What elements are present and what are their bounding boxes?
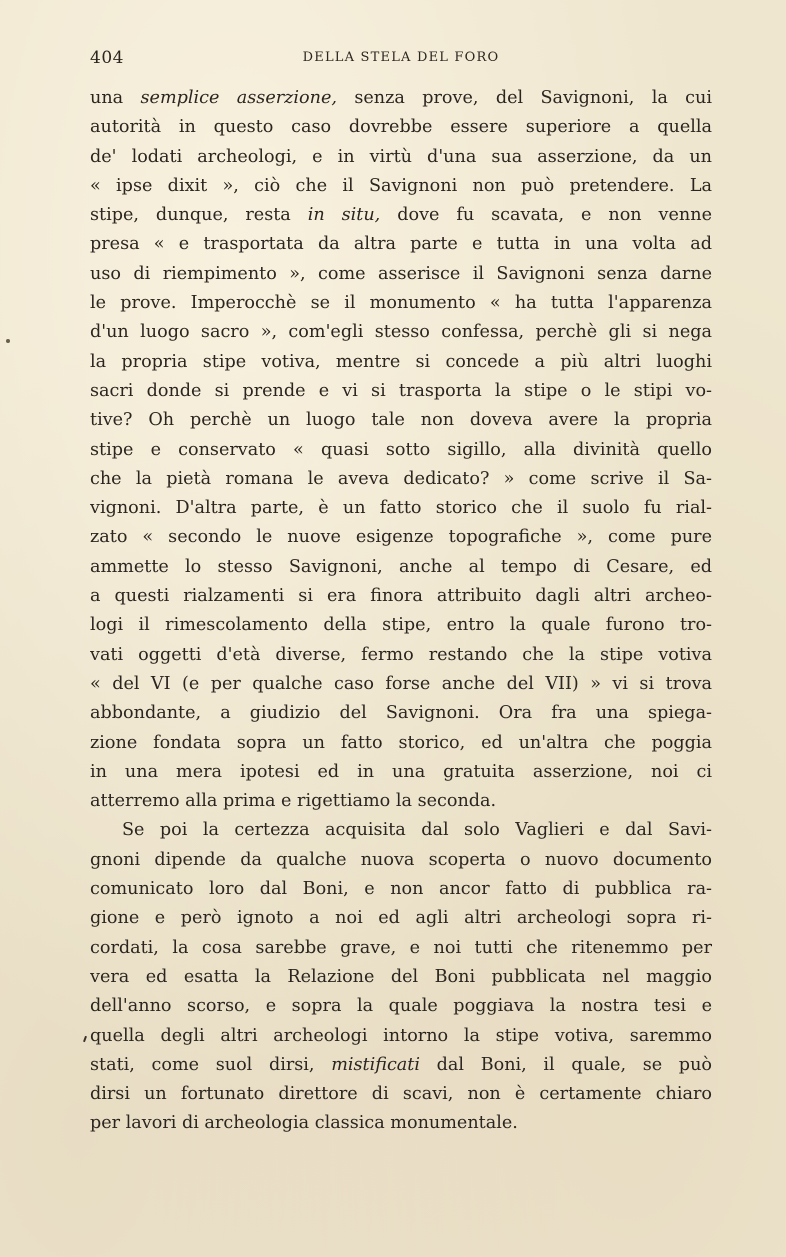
text-line: una semplice asserzione, senza prove, del Savignoni, la cui [90, 88, 712, 108]
text-line: la propria stipe votiva, mentre si concede a più altri luoghi [90, 351, 712, 372]
paragraph-1 [90, 84, 712, 816]
text-line: in una mera ipotesi ed in una gratuita asserzione, noi ci [90, 761, 712, 782]
paragraph-2 [90, 816, 712, 1138]
text-line: vignoni. D'altra parte, è un fatto storico che il suolo fu rial- [90, 498, 712, 519]
text-line: a questi rialzamenti si era finora attribuito dagli altri archeo- [90, 586, 712, 607]
body-text [90, 84, 712, 1139]
text-line: cordati, la cosa sarebbe grave, e noi tutti che ritenemmo per [90, 937, 712, 958]
text-line: logi il rimescolamento della stipe, entro la quale furono tro- [90, 615, 712, 636]
text-line: Se poi la certezza acquisita dal solo Vaglieri e dal Savi- [122, 820, 712, 841]
text-line: zato « secondo le nuove esigenze topografiche », come pure [90, 527, 712, 548]
text-line: « del VI (e per qualche caso forse anche del VII) » vi si trova [90, 673, 712, 694]
running-title: DELLA STELA DEL FORO [302, 50, 500, 65]
text-line: vati oggetti d'età diverse, fermo restando che la stipe votiva [90, 644, 712, 665]
text-line: gnoni dipende da qualche nuova scoperta o nuovo documento [90, 849, 712, 870]
text-line: sacri donde si prende e vi si trasporta la stipe o le stipi vo- [90, 380, 712, 401]
text-line: ammette lo stesso Savignoni, anche al tempo di Cesare, ed [90, 556, 712, 577]
text-line: per lavori di archeologia classica monumentale. [90, 1113, 518, 1134]
text-line: presa « e trasportata da altra parte e tutta in una volta ad [90, 234, 712, 255]
text-line: uso di riempimento », come asserisce il Savignoni senza darne [90, 263, 712, 284]
text-line: dirsi un fortunato direttore di scavi, non è certamente chiaro [90, 1084, 712, 1105]
text-line: zione fondata sopra un fatto storico, ed un'altra che poggia [90, 732, 712, 753]
text-line: abbondante, a giudizio del Savignoni. Ora fra una spiega- [90, 703, 712, 724]
margin-tick [83, 1036, 87, 1042]
text-line: le prove. Imperocchè se il monumento « ha tutta l'apparenza [90, 293, 712, 314]
text-line: stati, come suol dirsi, mistificati dal Boni, il quale, se può [90, 1054, 712, 1075]
text-line: gione e però ignoto a noi ed agli altri archeologi sopra ri- [90, 908, 712, 929]
page-number: 404 [90, 48, 124, 68]
text-line: d'un luogo sacro », com'egli stesso confessa, perchè gli si nega [90, 322, 712, 343]
text-line: atterremo alla prima e rigettiamo la seconda. [90, 791, 497, 812]
text-line: « ipse dixit », ciò che il Savignoni non può pretendere. La [90, 175, 712, 196]
text-line: quella degli altri archeologi intorno la stipe votiva, saremmo [90, 1025, 712, 1046]
text-line: stipe e conservato « quasi sotto sigillo, alla divinità quello [90, 439, 712, 460]
text-line: comunicato loro dal Boni, e non ancor fatto di pubblica ra- [90, 879, 712, 900]
running-head [90, 48, 712, 72]
text-line: autorità in questo caso dovrebbe essere superiore a quella [90, 117, 712, 138]
text-line: de' lodati archeologi, e in virtù d'una sua asserzione, da un [90, 146, 712, 167]
text-line: che la pietà romana le aveva dedicato? » come scrive il Sa- [90, 468, 712, 489]
margin-speck [6, 339, 10, 343]
text-line: tive? Oh perchè un luogo tale non doveva avere la propria [90, 410, 712, 431]
text-line: vera ed esatta la Relazione del Boni pubblicata nel maggio [90, 966, 712, 987]
text-line: stipe, dunque, resta in situ, dove fu scavata, e non venne [90, 205, 712, 226]
text-line: dell'anno scorso, e sopra la quale poggiava la nostra tesi e [90, 996, 712, 1017]
